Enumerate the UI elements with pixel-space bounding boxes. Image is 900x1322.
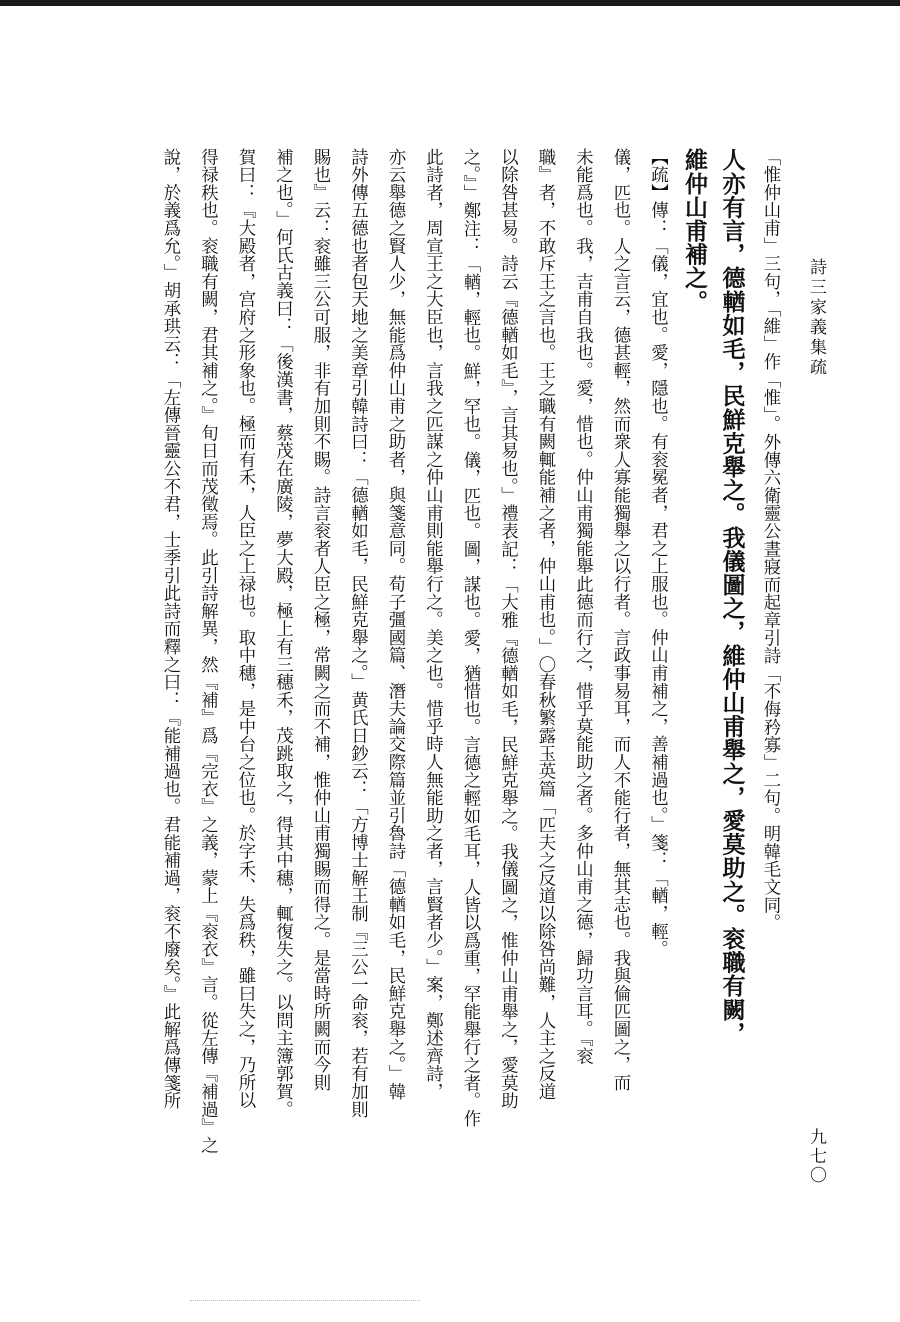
top-border-rule: [0, 0, 900, 6]
text-column: 詩外傳五德也者包天地之美章引韓詩曰：「德輶如毛，民鮮克舉之。」黄氏日鈔云：「方博士解王制『三公一命衮，若有加則: [347, 148, 368, 1119]
text-column: 此詩者，周宣王之大臣也，言我之匹謀之仲山甫則能舉行之。美之也。惜乎時人無能助之者，言賢者少。」案，鄭述齊詩，: [422, 148, 443, 1101]
text-column: 之。』」鄭注：「輶，輕也。鮮，罕也。儀，匹也。圖，謀也。愛，猶惜也。言德之輕如毛耳，人皆以爲重，罕能舉行之者。作: [460, 148, 480, 1128]
text-column: 職』者，不敢斥王之言也。王之職有闕輒能補之者，仲山甫也。」〇春秋繁露玉英篇「匹夫之反道以除咎尚難，人主之反道: [535, 148, 555, 1101]
text-column: 「惟仲山甫」三句，「維」作「惟」。外傳六衛靈公晝寢而起章引詩「不侮矜寡」二句。明韓毛文同。: [760, 148, 780, 932]
text-column: 未能爲也。我，吉甫自我也。愛，惜也。仲山甫獨能舉此德而行之，惜乎莫能助之者。多仲山甫之德，歸功言耳。『衮: [572, 148, 593, 1065]
running-title: 詩三家義集疏: [806, 258, 826, 378]
page-number: 九七〇: [806, 1128, 826, 1185]
text-column: 亦云舉德之賢人少，無能爲仲山甫之助者，與箋意同。荀子彊國篇、潛夫論交際篇並引魯詩「德輶如毛，民鮮克舉之。」韓: [385, 148, 405, 1101]
text-column: 賀曰：『大殿者，宫府之形象也。極而有禾，人臣之上禄也。取中穗，是中台之位也。於字禾、失爲秩，雖曰失之，乃所以: [235, 148, 255, 1110]
poem-column: 人亦有言，德輶如毛，民鮮克舉之。我儀圖之，維仲山甫舉之，愛莫助之。衮職有闕，: [718, 148, 746, 1045]
text-column: 儀，匹也。人之言云，德甚輕，然而衆人寡能獨舉之以行者。言政事易耳，而人不能行者，無其志也。我與倫匹圖之，而: [610, 148, 630, 1092]
text-column: 補之也。」何氏古義曰：「後漢書，蔡茂在廣陵，夢大殿，極上有三穗禾，茂跳取之，得其中穗，輒復失之。以問主簿郭賀。: [272, 148, 293, 1119]
scan-noise-line: [190, 1300, 420, 1304]
text-column: 以除咎甚易。詩云『德輶如毛』，言其易也。」禮表記：「大雅『德輶如毛，民鮮克舉之。我儀圖之，惟仲山甫舉之，愛莫助: [497, 148, 518, 1110]
text-column: 說，於義爲允。」胡承珙云：「左傳晉靈公不君，士季引此詩而釋之曰：『能補過也。君能補過，衮不廢矣。』此解爲傳箋所: [160, 148, 180, 1110]
text-column: 賜也』云：衮雖三公可服，非有加則不賜。詩言衮者人臣之極，常闕之而不補，惟仲山甫獨賜而得之。是當時所闕而今則: [310, 148, 330, 1092]
text-columns: [151, 148, 789, 1216]
text-column: 得禄秩也。衮職有闕，君其補之。』旬日而茂徵焉。此引詩解異，然『補』爲『完衣』之義，蒙上『衮衣』言。從左傳『補過』之: [197, 148, 218, 1154]
text-column: 【疏】傳：「儀，宜也。愛，隱也。有衮冕者，君之上服也。仲山甫補之，善補過也。」箋：「輶，輕。: [647, 148, 668, 959]
poem-column: 維仲山甫補之。: [681, 148, 708, 314]
